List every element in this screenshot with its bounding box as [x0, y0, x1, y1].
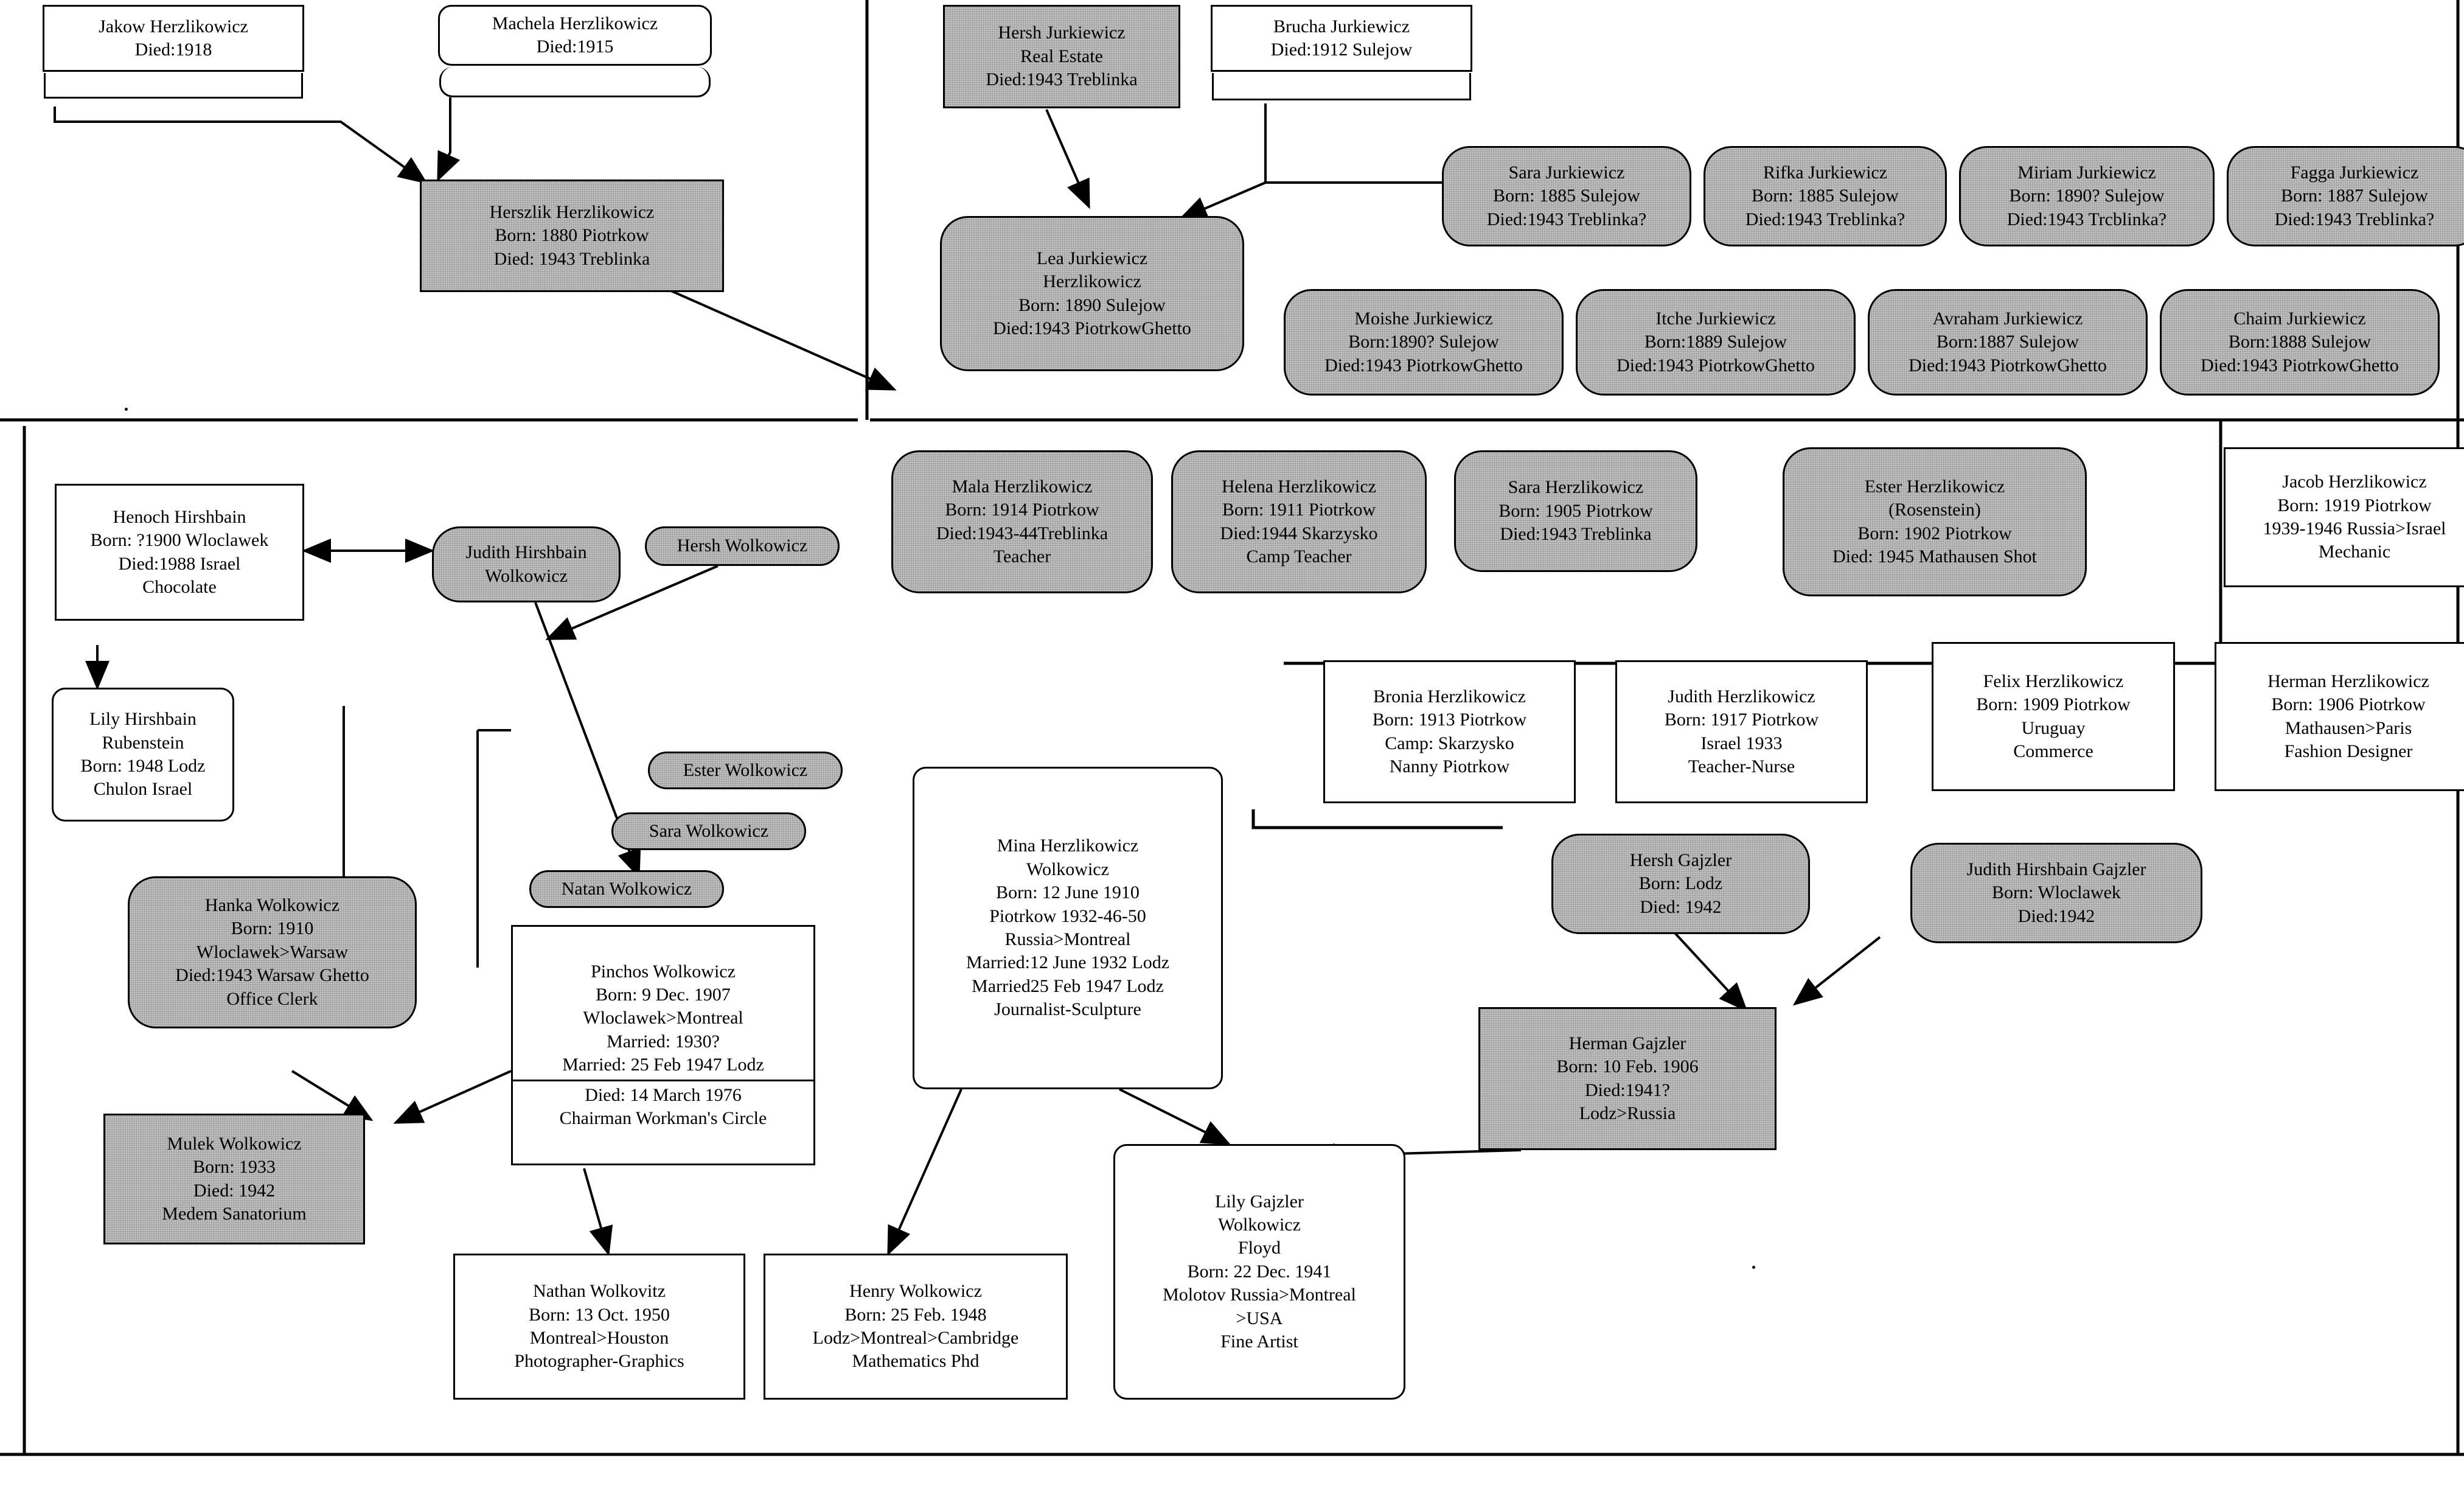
node-jakow-base	[44, 73, 303, 99]
node-machela-base	[439, 67, 711, 97]
node-bronia-herzlikowicz[interactable]: Bronia Herzlikowicz Born: 1913 Piotrkow Camp: Skarzysko Nanny Piotrkow	[1323, 660, 1576, 803]
node-hanka-wolkowicz[interactable]: Hanka Wolkowicz Born: 1910 Wloclawek>Warsaw Died:1943 Warsaw Ghetto Office Clerk	[128, 876, 417, 1028]
node-natan-wolkowicz[interactable]: Natan Wolkowicz	[529, 870, 724, 908]
node-rifka-jurkiewicz[interactable]: Rifka Jurkiewicz Born: 1885 Sulejow Died:1943 Treblinka?	[1704, 146, 1947, 246]
node-helena-herzlikowicz[interactable]: Helena Herzlikowicz Born: 1911 Piotrkow Died:1944 Skarzysko Camp Teacher	[1171, 450, 1427, 593]
node-herman-herzlikowicz[interactable]: Herman Herzlikowicz Born: 1906 Piotrkow Mathausen>Paris Fashion Designer	[2215, 642, 2464, 791]
node-ester-herzlikowicz[interactable]: Ester Herzlikowicz (Rosenstein) Born: 1902 Piotrkow Died: 1945 Mathausen Shot	[1783, 447, 2087, 596]
node-ester-wolkowicz[interactable]: Ester Wolkowicz	[648, 752, 843, 789]
node-felix-herzlikowicz[interactable]: Felix Herzlikowicz Born: 1909 Piotrkow Uruguay Commerce	[1932, 642, 2175, 791]
node-lily-gajzler[interactable]: Lily Gajzler Wolkowicz Floyd Born: 22 Dec. 1941 Molotov Russia>Montreal >USA Fine Artist	[1113, 1144, 1405, 1400]
node-fagga-jurkiewicz[interactable]: Fagga Jurkiewicz Born: 1887 Sulejow Died:1943 Treblinka?	[2227, 146, 2464, 246]
node-hersh-wolkowicz[interactable]: Hersh Wolkowicz	[645, 526, 840, 566]
node-jacob-herzlikowicz[interactable]: Jacob Herzlikowicz Born: 1919 Piotrkow 1939-1946 Russia>Israel Mechanic	[2224, 447, 2464, 587]
node-henry-wolkowicz[interactable]: Henry Wolkowicz Born: 25 Feb. 1948 Lodz>Montreal>Cambridge Mathematics Phd	[764, 1254, 1068, 1400]
node-pinchos-wolkowicz[interactable]: Pinchos Wolkowicz Born: 9 Dec. 1907 Wloclawek>Montreal Married: 1930? Married: 25 Feb 1947 Lodz Died: 14 March 1976 Chairman Workman's Circle	[511, 925, 815, 1165]
node-jakow[interactable]: Jakow Herzlikowicz Died:1918	[43, 5, 304, 72]
node-mina-herzlikowicz-wolkowicz[interactable]: Mina Herzlikowicz Wolkowicz Born: 12 June 1910 Piotrkow 1932-46-50 Russia>Montreal Married:12 June 1932 Lodz Married25 Feb 1947 Lodz Journalist-Sculpture	[913, 767, 1223, 1089]
node-herszlik-herzlikowicz[interactable]: Herszlik Herzlikowicz Born: 1880 Piotrkow Died: 1943 Treblinka	[420, 180, 724, 292]
node-itche-jurkiewicz[interactable]: Itche Jurkiewicz Born:1889 Sulejow Died:1943 PiotrkowGhetto	[1576, 289, 1856, 396]
node-judith-hirshbain-wolkowicz[interactable]: Judith Hirshbain Wolkowicz	[432, 526, 621, 602]
node-sara-herzlikowicz[interactable]: Sara Herzlikowicz Born: 1905 Piotrkow Died:1943 Treblinka	[1454, 450, 1697, 572]
node-judith-hirshbain-gajzler[interactable]: Judith Hirshbain Gajzler Born: Wloclawek Died:1942	[1910, 843, 2202, 943]
node-hersh-gajzler[interactable]: Hersh Gajzler Born: Lodz Died: 1942	[1551, 834, 1810, 934]
node-lea-jurkiewicz[interactable]: Lea Jurkiewicz Herzlikowicz Born: 1890 Sulejow Died:1943 PiotrkowGhetto	[940, 216, 1244, 371]
node-brucha-jurkiewicz[interactable]: Brucha Jurkiewicz Died:1912 Sulejow	[1211, 5, 1472, 72]
node-nathan-wolkovitz[interactable]: Nathan Wolkovitz Born: 13 Oct. 1950 Montreal>Houston Photographer-Graphics	[453, 1254, 745, 1400]
node-miriam-jurkiewicz[interactable]: Miriam Jurkiewicz Born: 1890? Sulejow Died:1943 Trcblinka?	[1959, 146, 2215, 246]
node-herman-gajzler[interactable]: Herman Gajzler Born: 10 Feb. 1906 Died:1941? Lodz>Russia	[1478, 1007, 1777, 1150]
node-avraham-jurkiewicz[interactable]: Avraham Jurkiewicz Born:1887 Sulejow Died:1943 PiotrkowGhetto	[1868, 289, 2148, 396]
node-sara-jurkiewicz[interactable]: Sara Jurkiewicz Born: 1885 Sulejow Died:1943 Treblinka?	[1442, 146, 1691, 246]
ink-speck	[1752, 1266, 1755, 1269]
node-lily-hirshbain[interactable]: Lily Hirshbain Rubenstein Born: 1948 Lodz Chulon Israel	[52, 688, 234, 822]
node-henoch-hirshbain[interactable]: Henoch Hirshbain Born: ?1900 Wloclawek Died:1988 Israel Chocolate	[55, 484, 304, 621]
node-mulek-wolkowicz[interactable]: Mulek Wolkowicz Born: 1933 Died: 1942 Medem Sanatorium	[103, 1114, 365, 1244]
node-brucha-base	[1212, 73, 1471, 100]
node-mala-herzlikowicz[interactable]: Mala Herzlikowicz Born: 1914 Piotrkow Died:1943-44Treblinka Teacher	[891, 450, 1153, 593]
node-judith-herzlikowicz[interactable]: Judith Herzlikowicz Born: 1917 Piotrkow Israel 1933 Teacher-Nurse	[1615, 660, 1868, 803]
node-moishe-jurkiewicz[interactable]: Moishe Jurkiewicz Born:1890? Sulejow Died:1943 PiotrkowGhetto	[1284, 289, 1564, 396]
node-machela[interactable]: Machela Herzlikowicz Died:1915	[438, 5, 712, 66]
node-chaim-jurkiewicz[interactable]: Chaim Jurkiewicz Born:1888 Sulejow Died:1943 PiotrkowGhetto	[2160, 289, 2440, 396]
ink-speck	[125, 408, 128, 411]
node-sara-wolkowicz[interactable]: Sara Wolkowicz	[611, 812, 806, 850]
node-hersh-jurkiewicz[interactable]: Hersh Jurkiewicz Real Estate Died:1943 Treblinka	[943, 5, 1180, 108]
